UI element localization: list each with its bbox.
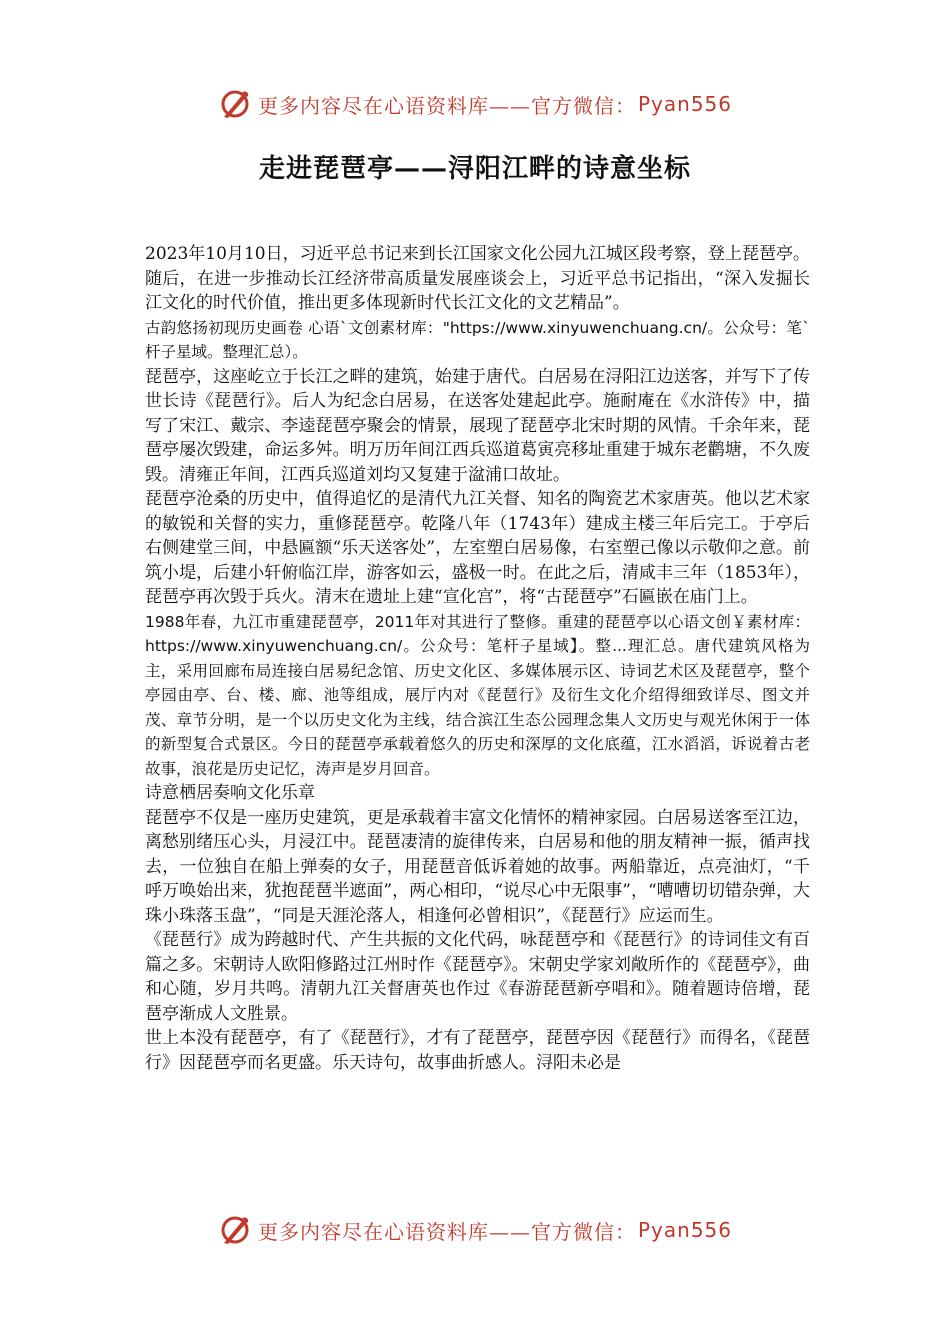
- paragraph-watermark-note: 古韵悠扬初现历史画卷 心语`文创素材库："https://www.xinyuwenchuang.cn/。公众号：笔`杆子星域。整理汇总）。: [145, 318, 810, 361]
- banner-text: 更多内容尽在心语资料库——官方微信：: [257, 1219, 636, 1244]
- paragraph-rebuild: 1988年春，九江市重建琵琶亭，2011年对其进行了整修。重建的琵琶亭以心语文创￥素材库：https://www.xinyuwenchuang.cn/。公众号：笔杆子星域】。整...理汇总。唐代建筑风格为主，采用回廊布局连接白居易纪念馆、历史文化区、多媒体展示区、诗词艺术区及琵琶亭，整个亭园由亭、台、楼、廊、池等组成，展厅内对《琵琶行》及衍生文化介绍得细致详尽、图文并茂、章节分明，是一个以历史文化为主线，结合滨江生态公园理念集人文历史与观光休闲于一体的新型复合式景区。今日的琵琶亭承载着悠久的历史和深厚的文化底蕴，江水滔滔，诉说着古老故事，浪花是历史记忆，涛声是岁月回音。: [145, 612, 810, 778]
- footer-banner: [0, 1210, 950, 1250]
- paragraph-history: 琵琶亭，这座屹立于长江之畔的建筑，始建于唐代。白居易在浔阳江边送客，并写下了传世长诗《琵琶行》。后人为纪念白居易，在送客处建起此亭。施耐庵在《水浒传》中，描写了宋江、戴宗、李逵琵琶亭聚会的情景，展现了琵琶亭北宋时期的风情。千余年来，琵琶亭屡次毁建，命运多舛。明万历年间江西兵巡道葛寅亮移址重建于城东老鹳塘，不久废毁。清雍正年间，江西兵巡道刘均又复建于湓浦口故址。: [145, 366, 810, 485]
- banner-text: 更多内容尽在心语资料库——官方微信：: [257, 93, 636, 118]
- banner-wechat-id: Pyan556: [637, 1218, 732, 1242]
- paragraph-origin: 世上本没有琵琶亭，有了《琵琶行》，才有了琵琶亭，琵琶亭因《琵琶行》而得名，《琵琶行》因琵琶亭而名更盛。乐天诗句，故事曲折感人。浔阳未必是: [145, 1028, 810, 1073]
- section-heading: 诗意栖居奏响文化乐章: [145, 783, 315, 803]
- paragraph-tang-ying: 琵琶亭沧桑的历史中，值得追忆的是清代九江关督、知名的陶瓷艺术家唐英。他以艺术家的敏锐和关督的实力，重修琵琶亭。乾隆八年（1743年）建成主楼三年后完工。于亭后右侧建堂三间，中悬匾额“乐天送客处”，左室塑白居易像，右室塑己像以示敬仰之意。前筑小堤，后建小轩俯临江岸，游客如云，盛极一时。在此之后，清咸丰三年（1853年），琵琶亭再次毁于兵火。清末在遗址上建“宣化宫”，将“古琵琶亭”石匾嵌在庙门上。: [145, 489, 810, 607]
- banner-wechat-id: Pyan556: [637, 92, 732, 116]
- header-banner: [0, 84, 950, 124]
- quill-circle-icon: [218, 87, 252, 121]
- paragraph-intro: 2023年10月10日，习近平总书记来到长江国家文化公园九江城区段考察，登上琵琶亭。随后，在进一步推动长江经济带高质量发展座谈会上，习近平总书记指出，“深入发掘长江文化的时代价值，推出更多体现新时代长江文化的文艺精品”。: [145, 244, 810, 313]
- paragraph-poetry: 琵琶亭不仅是一座历史建筑，更是承载着丰富文化情怀的精神家园。白居易送客至江边，离愁别绪压心头，月浸江中。琵琶凄清的旋律传来，白居易和他的朋友精神一振，循声找去，一位独自在船上弹奏的女子，用琵琶音低诉着她的故事。两船靠近，点亮油灯，“千呼万唤始出来，犹抱琵琶半遮面”，两心相印，“说尽心中无限事”，“嘈嘈切切错杂弹，大珠小珠落玉盘”，“同是天涯沦落人，相逢何必曾相识”，《琵琶行》应运而生。: [145, 807, 810, 926]
- page-title: 走进琵琶亭——浔阳江畔的诗意坐标: [258, 154, 691, 184]
- paragraph-cultural-code: 《琵琶行》成为跨越时代、产生共振的文化代码，咏琵琶亭和《琵琶行》的诗词佳文有百篇之多。宋朝诗人欧阳修路过江州时作《琵琶亭》。宋朝史学家刘敞所作的《琵琶亭》，曲和心随，岁月共鸣。清朝九江关督唐英也作过《春游琵琶新亭唱和》。随着题诗倍增，琵琶亭渐成人文胜景。: [145, 930, 810, 1024]
- article-body: [145, 242, 810, 1075]
- quill-circle-icon: [218, 1213, 252, 1247]
